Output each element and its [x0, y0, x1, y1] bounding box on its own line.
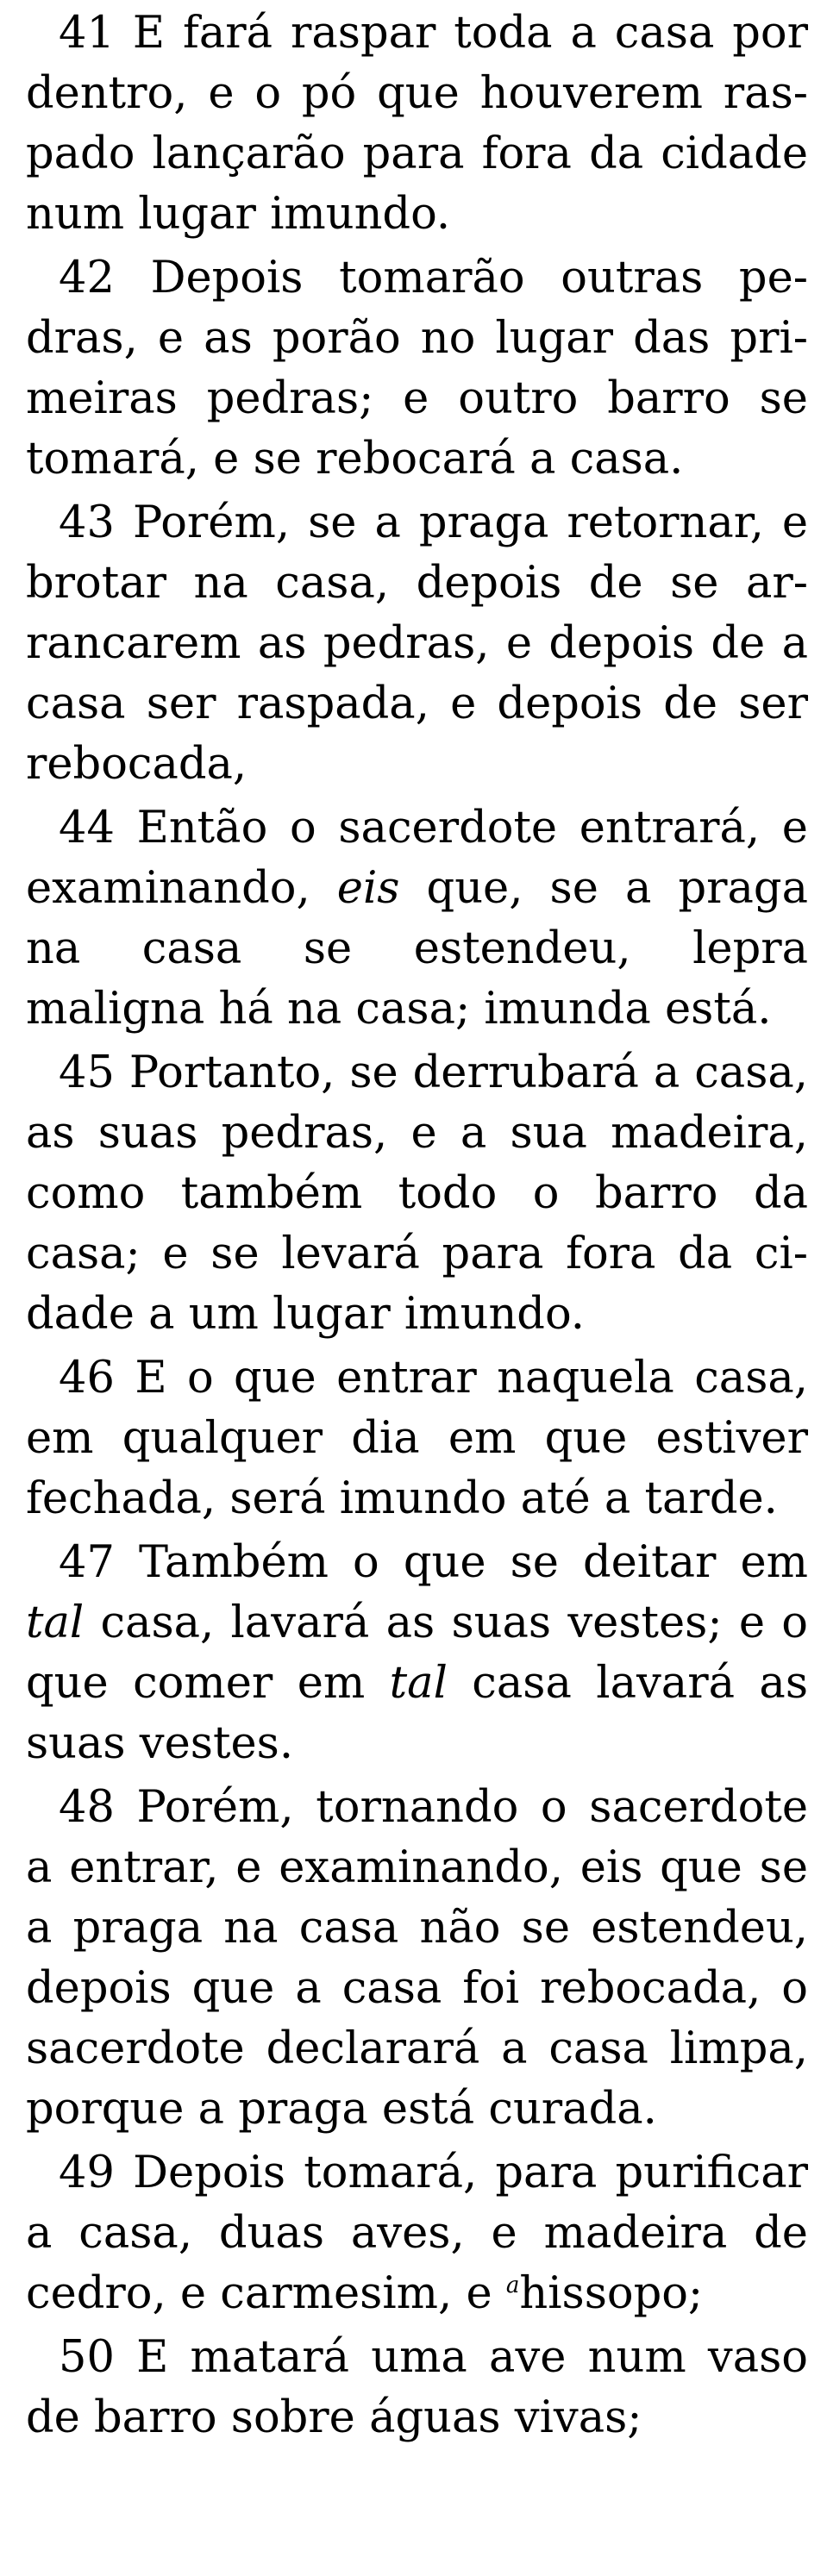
verse-text: casa, lavará as suas vestes; e o que comer em — [26, 1597, 808, 1709]
verse-text: Porém, se a praga retornar, e brotar na casa, depois de se arrancarem as pedras, e depois de a casa ser raspada, e depois de ser rebocada, — [26, 497, 809, 790]
verse-text: casa lavará as suas vestes. — [26, 1658, 808, 1769]
verse-46 — [26, 1348, 808, 1529]
verse-text: que, se a praga na casa se estendeu, lepra maligna há na casa; imunda está. — [26, 863, 808, 1035]
verse-49 — [26, 2143, 808, 2324]
verse-text: E matará uma ave num vaso de barro sobre águas vivas; — [26, 2332, 808, 2443]
verse-45 — [26, 1043, 808, 1345]
verse-text: Depois tomarão outras pedras, e as porão no lugar das primeiras pedras; e outro barro se tomará, e se rebocará a casa. — [26, 253, 808, 485]
verse-number: 42 — [59, 253, 115, 303]
verse-41 — [26, 3, 808, 245]
verse-text: Então o sacerdote entrará, e examinando, — [26, 803, 808, 914]
verse-47 — [26, 1533, 808, 1774]
footnote-marker: a — [505, 2273, 520, 2298]
verse-43 — [26, 493, 808, 795]
verse-number: 43 — [59, 497, 115, 548]
verse-number: 50 — [59, 2332, 115, 2383]
verse-text: E fará raspar toda a casa por dentro, e o pó que houverem raspado lançarão para fora da cidade num lugar imundo. — [26, 8, 809, 240]
italic-word: tal — [389, 1658, 448, 1709]
verse-number: 41 — [59, 8, 115, 59]
italic-word: eis — [336, 863, 400, 914]
verse-number: 49 — [59, 2148, 115, 2198]
verse-number: 46 — [59, 1353, 115, 1404]
verse-number: 44 — [59, 803, 115, 853]
verse-text: E o que entrar naquela casa, em qualquer dia em que estiver fechada, será imundo até a tarde. — [26, 1353, 808, 1524]
italic-word: tal — [26, 1597, 85, 1648]
verse-48 — [26, 1778, 808, 2140]
verse-42 — [26, 248, 808, 490]
verse-number: 47 — [59, 1537, 115, 1588]
verse-number: 45 — [59, 1047, 115, 1098]
verse-text: hissopo; — [519, 2268, 704, 2319]
verse-44 — [26, 798, 808, 1040]
verse-text: Porém, tornando o sacerdote a entrar, e examinando, eis que se a praga na casa não se estendeu, depois que a casa foi rebocada, o sacerdote declarará a casa limpa, porque a praga está curada. — [26, 1782, 808, 2135]
verse-number: 48 — [59, 1782, 115, 1833]
verse-text: Depois tomará, para purificar a casa, duas aves, e madeira de cedro, e carmesim, e — [26, 2148, 809, 2319]
verse-text: Portanto, se derrubará a casa, as suas pedras, e a sua madeira, como também todo o barro da casa; e se levará para fora da cidade a um lugar imundo. — [26, 1047, 808, 1340]
verse-text: Também o que se deitar em — [138, 1537, 809, 1588]
verse-50 — [26, 2328, 808, 2448]
